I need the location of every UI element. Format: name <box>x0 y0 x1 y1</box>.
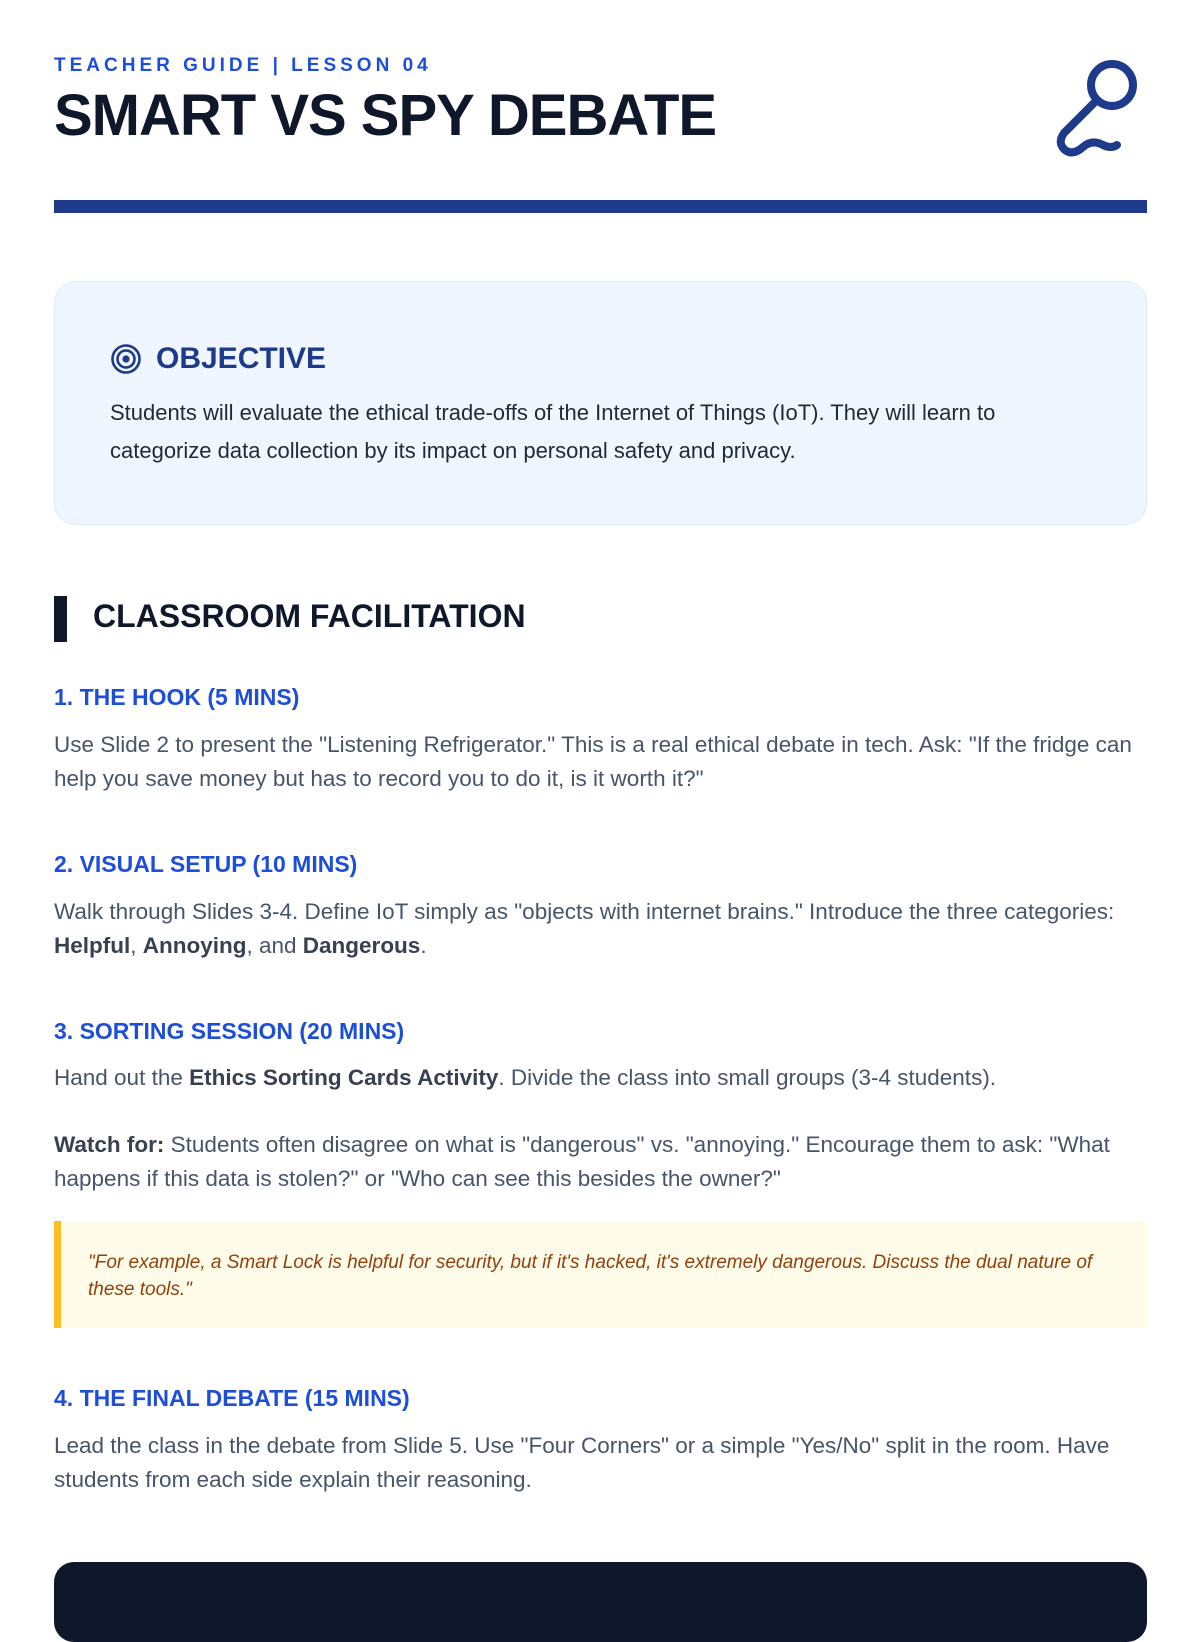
objective-text: Students will evaluate the ethical trade-offs of the Internet of Things (IoT). They will learn to categorize data collection by its impact on personal safety and privacy. <box>110 400 996 463</box>
objective-card <box>54 281 1147 525</box>
step-3-heading: 3. SORTING SESSION (20 MINS) <box>54 1018 405 1044</box>
activity-name: Ethics Sorting Cards Activity <box>189 1065 499 1090</box>
step-2-heading: 2. VISUAL SETUP (10 MINS) <box>54 851 358 877</box>
page-title: SMART VS SPY DEBATE <box>54 83 717 148</box>
header-divider <box>54 200 1147 213</box>
section-title: CLASSROOM FACILITATION <box>93 598 526 634</box>
target-icon <box>110 343 142 375</box>
example-callout: "For example, a Smart Lock is helpful for security, but if it's hacked, it's extremely dangerous. Discuss the dual nature of these tools." <box>54 1221 1147 1328</box>
watch-for-label: Watch for: <box>54 1132 165 1157</box>
microphone-icon <box>1055 57 1139 159</box>
category-dangerous: Dangerous <box>302 933 421 958</box>
step-1-heading: 1. THE HOOK (5 MINS) <box>54 684 300 710</box>
step-4-heading: 4. THE FINAL DEBATE (15 MINS) <box>54 1385 410 1411</box>
section-accent-bar <box>54 596 67 642</box>
objective-heading: OBJECTIVE <box>156 342 327 375</box>
watch-for-note: Watch for: Students often disagree on what is "dangerous" vs. "annoying." Encourage them to ask: "What happens if this data is stolen?" or "Who can see this besides the owner?" <box>54 1132 1110 1191</box>
category-annoying: Annoying <box>142 933 247 958</box>
category-helpful: Helpful <box>54 933 131 958</box>
footer-panel <box>54 1562 1147 1642</box>
lesson-kicker: TEACHER GUIDE | LESSON 04 <box>54 55 432 76</box>
step-4-text: Lead the class in the debate from Slide 5. Use "Four Corners" or a simple "Yes/No" split in the room. Have students from each side explain their reasoning. <box>54 1433 1110 1492</box>
step-1-text: Use Slide 2 to present the "Listening Refrigerator." This is a real ethical debate in tech. Ask: "If the fridge can help you save money but has to record you to do it, is it worth it?" <box>54 732 1132 791</box>
step-2-text: Walk through Slides 3-4. Define IoT simply as "objects with internet brains." Introduce the three categories: Helpful, Annoying, and Dangerous. <box>54 899 1115 958</box>
step-3-text: Hand out the Ethics Sorting Cards Activity. Divide the class into small groups (3-4 students). <box>54 1065 997 1090</box>
